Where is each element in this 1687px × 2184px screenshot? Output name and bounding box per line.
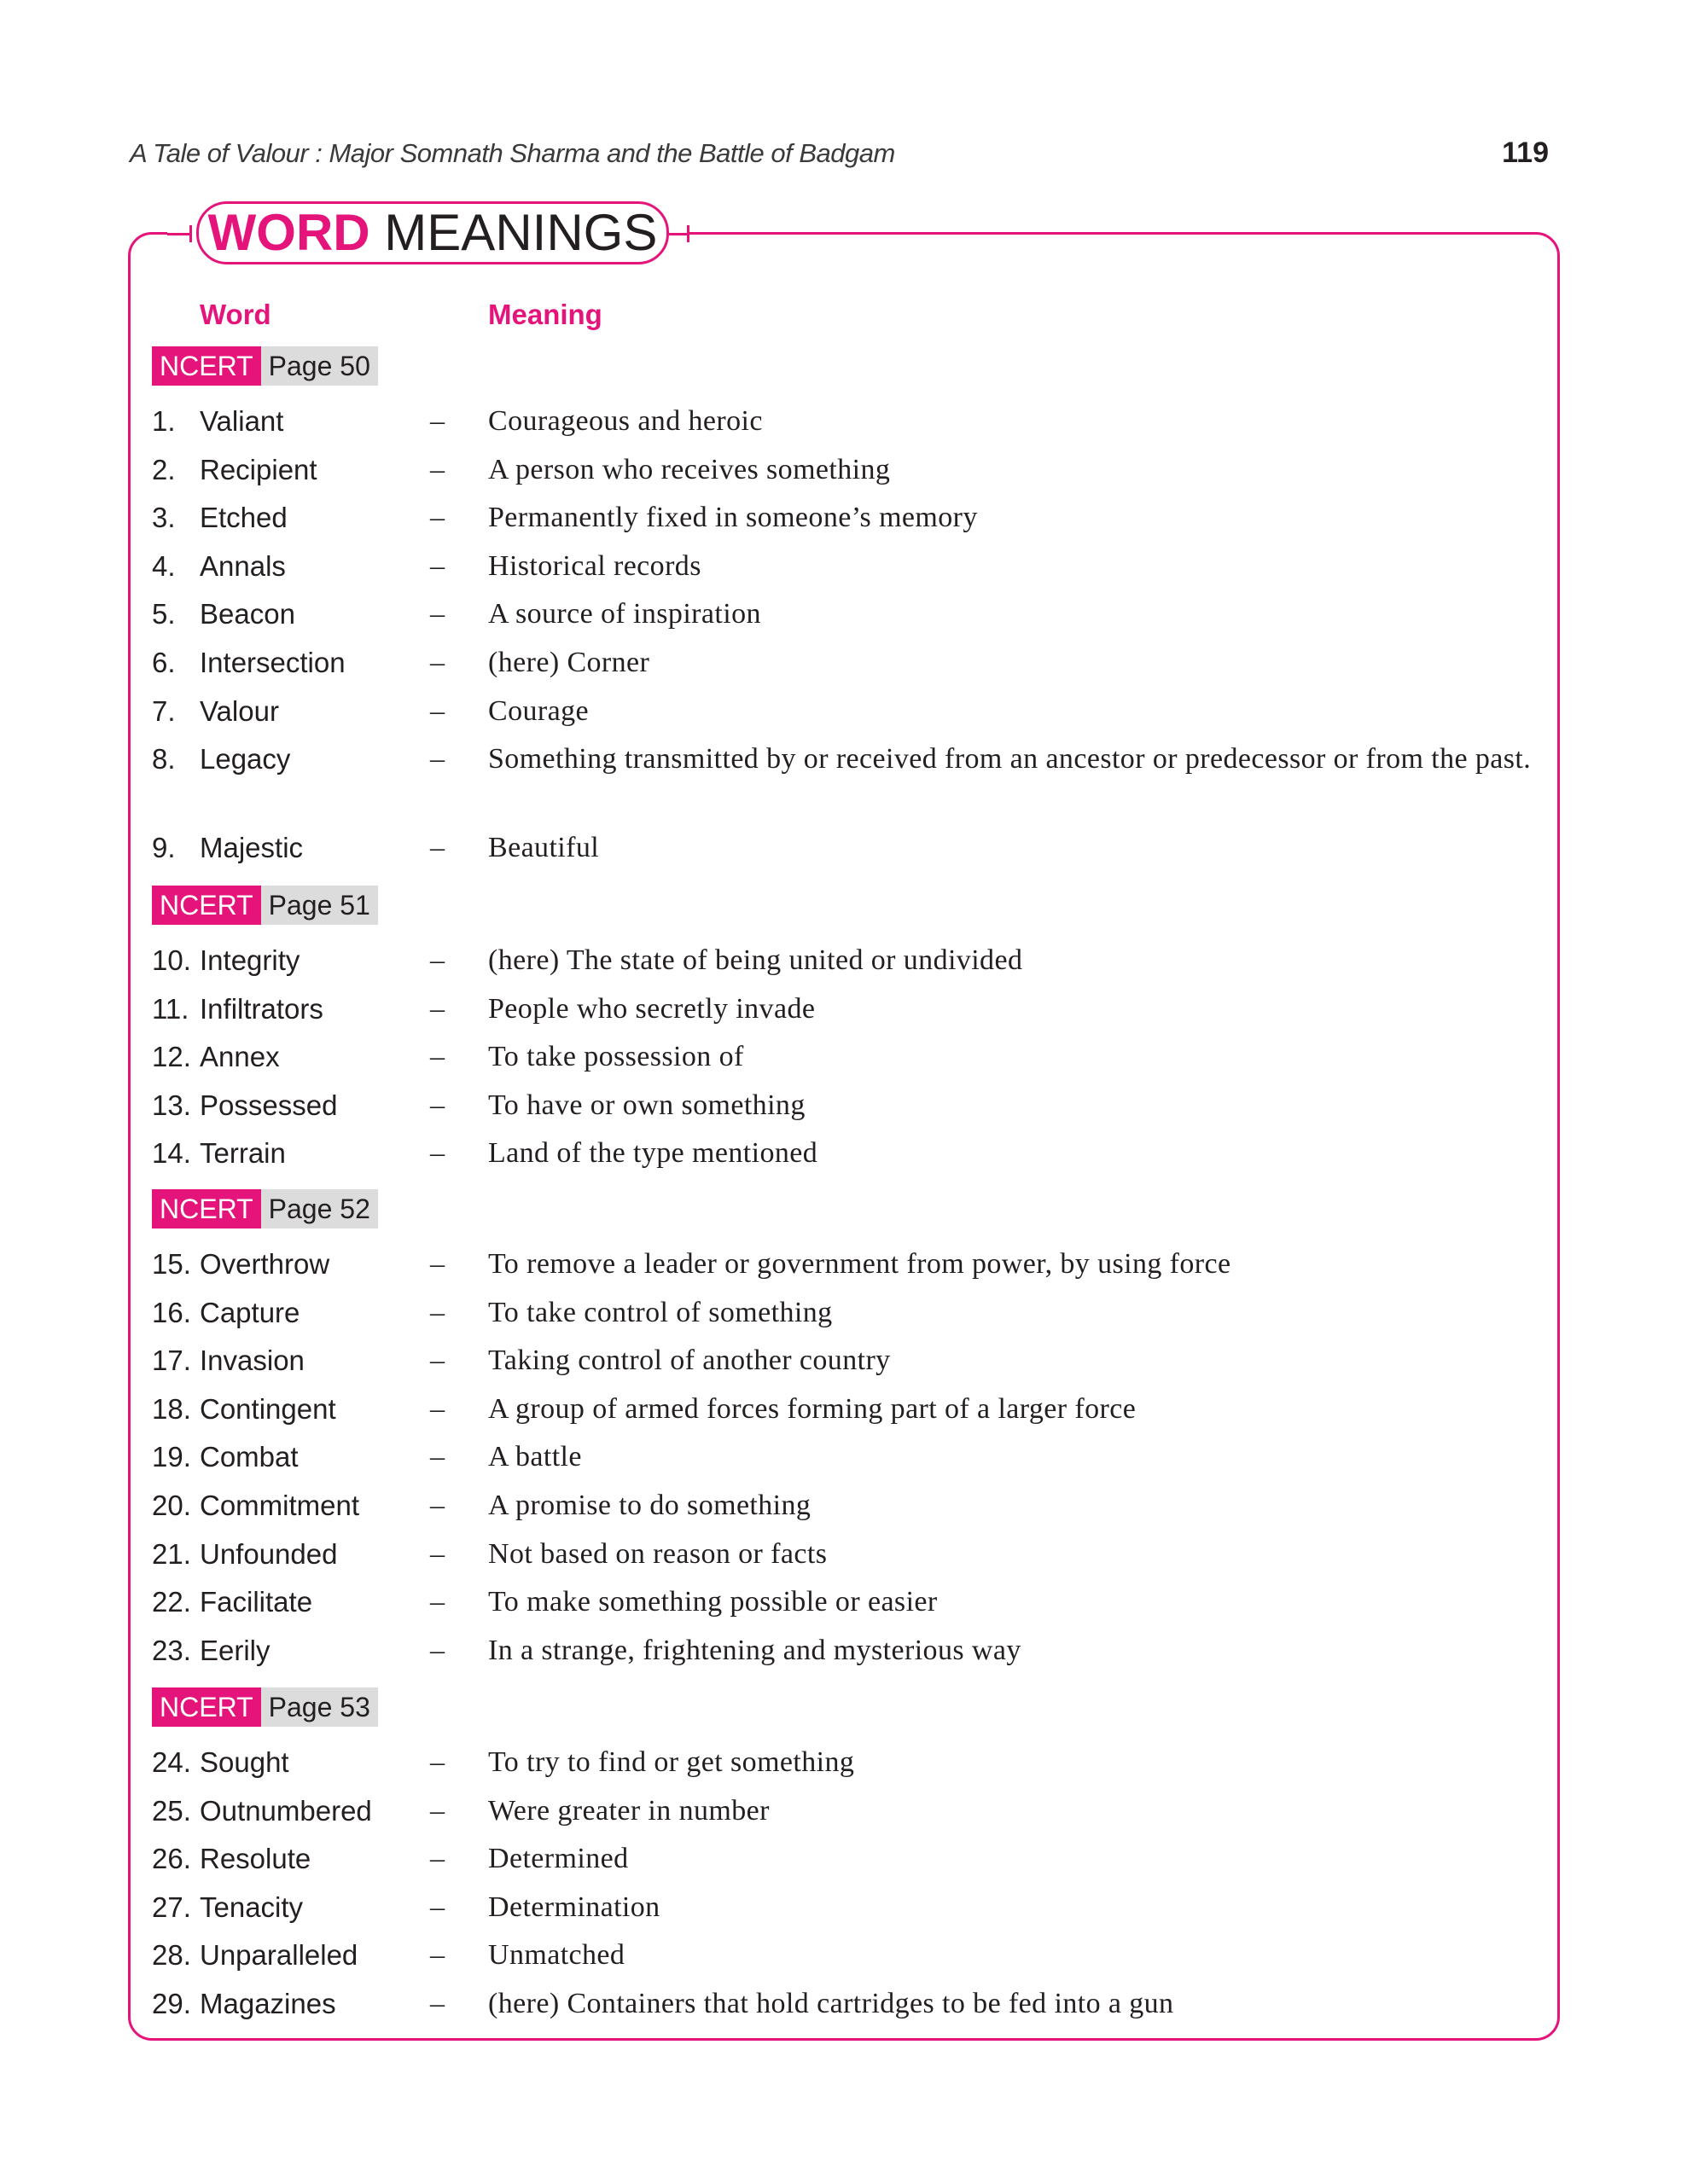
entry-number: 26. [152, 1843, 191, 1875]
entry-number: 2. [152, 453, 176, 485]
entry-word: Unfounded [200, 1537, 338, 1570]
ncert-page-label: Page 52 [261, 1189, 378, 1228]
section-title-rest: MEANINGS [384, 204, 658, 261]
title-left-tick [189, 225, 192, 242]
entry-meaning: Land of the type mentioned [488, 1137, 818, 1170]
entry-meaning: To try to find or get something [488, 1746, 855, 1778]
entry-word: Integrity [200, 944, 300, 976]
entry-meaning: To take possession of [488, 1041, 744, 1073]
entry-dash: – [430, 1586, 445, 1618]
ncert-page-label: Page 53 [261, 1687, 378, 1727]
entry-word: Combat [200, 1441, 299, 1473]
entry-dash: – [430, 831, 445, 863]
entry-dash: – [430, 1537, 445, 1570]
entry-number: 9. [152, 831, 176, 863]
entry-dash: – [430, 694, 445, 727]
entry-word: Sought [200, 1746, 289, 1778]
entry-meaning: Determination [488, 1891, 660, 1923]
entry-number: 13. [152, 1089, 191, 1121]
entry-dash: – [430, 1441, 445, 1473]
entry-number: 5. [152, 598, 176, 630]
entry-meaning: Permanently fixed in someone’s memory [488, 502, 978, 534]
entry-meaning: Courage [488, 694, 589, 727]
entry-dash: – [430, 1490, 445, 1521]
entry-meaning: Historical records [488, 549, 701, 582]
entry-dash: – [430, 1137, 445, 1170]
entry-meaning: To have or own something [488, 1089, 806, 1121]
entry-dash: – [430, 1746, 445, 1778]
entry-word: Commitment [200, 1490, 360, 1521]
entry-dash: – [430, 1843, 445, 1875]
entry-word: Infiltrators [200, 992, 323, 1025]
entry-dash: – [430, 1634, 445, 1666]
ncert-page-badge [152, 346, 378, 386]
column-header-word: Word [200, 299, 271, 330]
entry-meaning: Not based on reason or facts [488, 1537, 828, 1570]
entry-dash: – [430, 1296, 445, 1328]
entry-number: 3. [152, 502, 176, 534]
entry-meaning: Something transmitted by or received from an ancestor or predecessor or from the past. [488, 743, 1532, 775]
entry-number: 7. [152, 694, 176, 727]
ncert-label: NCERT [152, 1189, 261, 1228]
entry-dash: – [430, 992, 445, 1025]
entry-word: Beacon [200, 598, 295, 630]
entry-dash: – [430, 1248, 445, 1280]
entry-number: 12. [152, 1041, 191, 1073]
entry-word: Outnumbered [200, 1794, 372, 1827]
entry-meaning: Unmatched [488, 1939, 625, 1972]
entry-dash: – [430, 743, 445, 775]
entry-number: 10. [152, 944, 191, 976]
entry-number: 15. [152, 1248, 191, 1280]
entry-number: 29. [152, 1988, 191, 2019]
ncert-label: NCERT [152, 1687, 261, 1727]
entry-word: Possessed [200, 1089, 338, 1121]
entry-number: 14. [152, 1137, 191, 1170]
entry-number: 8. [152, 743, 176, 775]
entry-word: Annals [200, 549, 286, 582]
entry-dash: – [430, 1345, 445, 1377]
entry-word: Legacy [200, 743, 291, 775]
entry-dash: – [430, 1089, 445, 1121]
entry-dash: – [430, 598, 445, 630]
entry-meaning: (here) Containers that hold cartridges to be fed into a gun [488, 1988, 1174, 2019]
ncert-label: NCERT [152, 886, 261, 925]
entry-meaning: People who secretly invade [488, 992, 816, 1025]
entry-number: 23. [152, 1634, 191, 1666]
entry-meaning: A person who receives something [488, 453, 891, 485]
entry-dash: – [430, 1939, 445, 1972]
entry-dash: – [430, 1891, 445, 1923]
entry-number: 17. [152, 1345, 191, 1377]
entry-meaning: Taking control of another country [488, 1345, 891, 1377]
entry-number: 4. [152, 549, 176, 582]
entry-number: 16. [152, 1296, 191, 1328]
entry-meaning: Determined [488, 1843, 629, 1875]
ncert-page-badge [152, 1687, 378, 1727]
entry-meaning: A source of inspiration [488, 598, 761, 630]
ncert-label: NCERT [152, 346, 261, 386]
entry-dash: – [430, 453, 445, 485]
entry-number: 21. [152, 1537, 191, 1570]
entry-number: 22. [152, 1586, 191, 1618]
entry-number: 25. [152, 1794, 191, 1827]
entry-dash: – [430, 944, 445, 976]
entry-word: Intersection [200, 647, 346, 678]
entry-meaning: A group of armed forces forming part of a larger force [488, 1392, 1137, 1425]
entry-word: Contingent [200, 1392, 336, 1425]
ncert-page-badge [152, 886, 378, 925]
entry-meaning: A battle [488, 1441, 582, 1473]
entry-meaning: To make something possible or easier [488, 1586, 938, 1618]
entry-meaning: (here) Corner [488, 647, 650, 678]
entry-dash: – [430, 1392, 445, 1425]
entry-number: 11. [152, 992, 189, 1025]
entry-word: Capture [200, 1296, 300, 1328]
entry-dash: – [430, 549, 445, 582]
entry-word: Annex [200, 1041, 280, 1073]
entry-meaning: To take control of something [488, 1296, 833, 1328]
entry-number: 1. [152, 405, 176, 437]
entry-word: Tenacity [200, 1891, 304, 1923]
entry-word: Etched [200, 502, 288, 534]
entry-number: 20. [152, 1490, 191, 1521]
ncert-page-label: Page 51 [261, 886, 378, 925]
ncert-page-label: Page 50 [261, 346, 378, 386]
entry-dash: – [430, 502, 445, 534]
entry-meaning: A promise to do something [488, 1490, 812, 1521]
entry-meaning: Beautiful [488, 831, 600, 863]
entry-number: 24. [152, 1746, 191, 1778]
page-number: 119 [1502, 136, 1549, 169]
entry-number: 28. [152, 1939, 191, 1972]
entry-word: Recipient [200, 453, 317, 485]
entry-dash: – [430, 1988, 445, 2019]
entry-meaning: To remove a leader or government from power, by using force [488, 1248, 1231, 1280]
entry-word: Majestic [200, 831, 304, 863]
entry-dash: – [430, 405, 445, 437]
entry-word: Terrain [200, 1137, 286, 1170]
title-right-line [669, 233, 689, 235]
entry-word: Unparalleled [200, 1939, 358, 1972]
entry-number: 19. [152, 1441, 191, 1473]
entry-word: Valiant [200, 405, 284, 437]
section-title-highlight: WORD [207, 204, 370, 261]
entry-word: Facilitate [200, 1586, 313, 1618]
entry-dash: – [430, 647, 445, 678]
entry-word: Resolute [200, 1843, 311, 1875]
entry-number: 18. [152, 1392, 191, 1425]
entry-word: Invasion [200, 1345, 305, 1377]
entry-word: Overthrow [200, 1248, 330, 1280]
running-head-title: A Tale of Valour : Major Somnath Sharma and the Battle of Badgam [130, 138, 895, 168]
ncert-page-badge [152, 1189, 378, 1228]
entry-word: Valour [200, 694, 279, 727]
title-left-line [167, 233, 189, 235]
entry-word: Eerily [200, 1634, 271, 1666]
column-header-meaning: Meaning [488, 299, 602, 330]
entry-meaning: Courageous and heroic [488, 405, 763, 437]
entry-meaning: Were greater in number [488, 1794, 770, 1827]
entry-meaning: (here) The state of being united or undivided [488, 944, 1023, 976]
entry-meaning: In a strange, frightening and mysterious way [488, 1634, 1021, 1666]
section-title [196, 201, 669, 264]
entry-dash: – [430, 1794, 445, 1827]
entry-dash: – [430, 1041, 445, 1073]
entry-number: 6. [152, 647, 176, 678]
entry-number: 27. [152, 1891, 191, 1923]
entry-word: Magazines [200, 1988, 336, 2019]
